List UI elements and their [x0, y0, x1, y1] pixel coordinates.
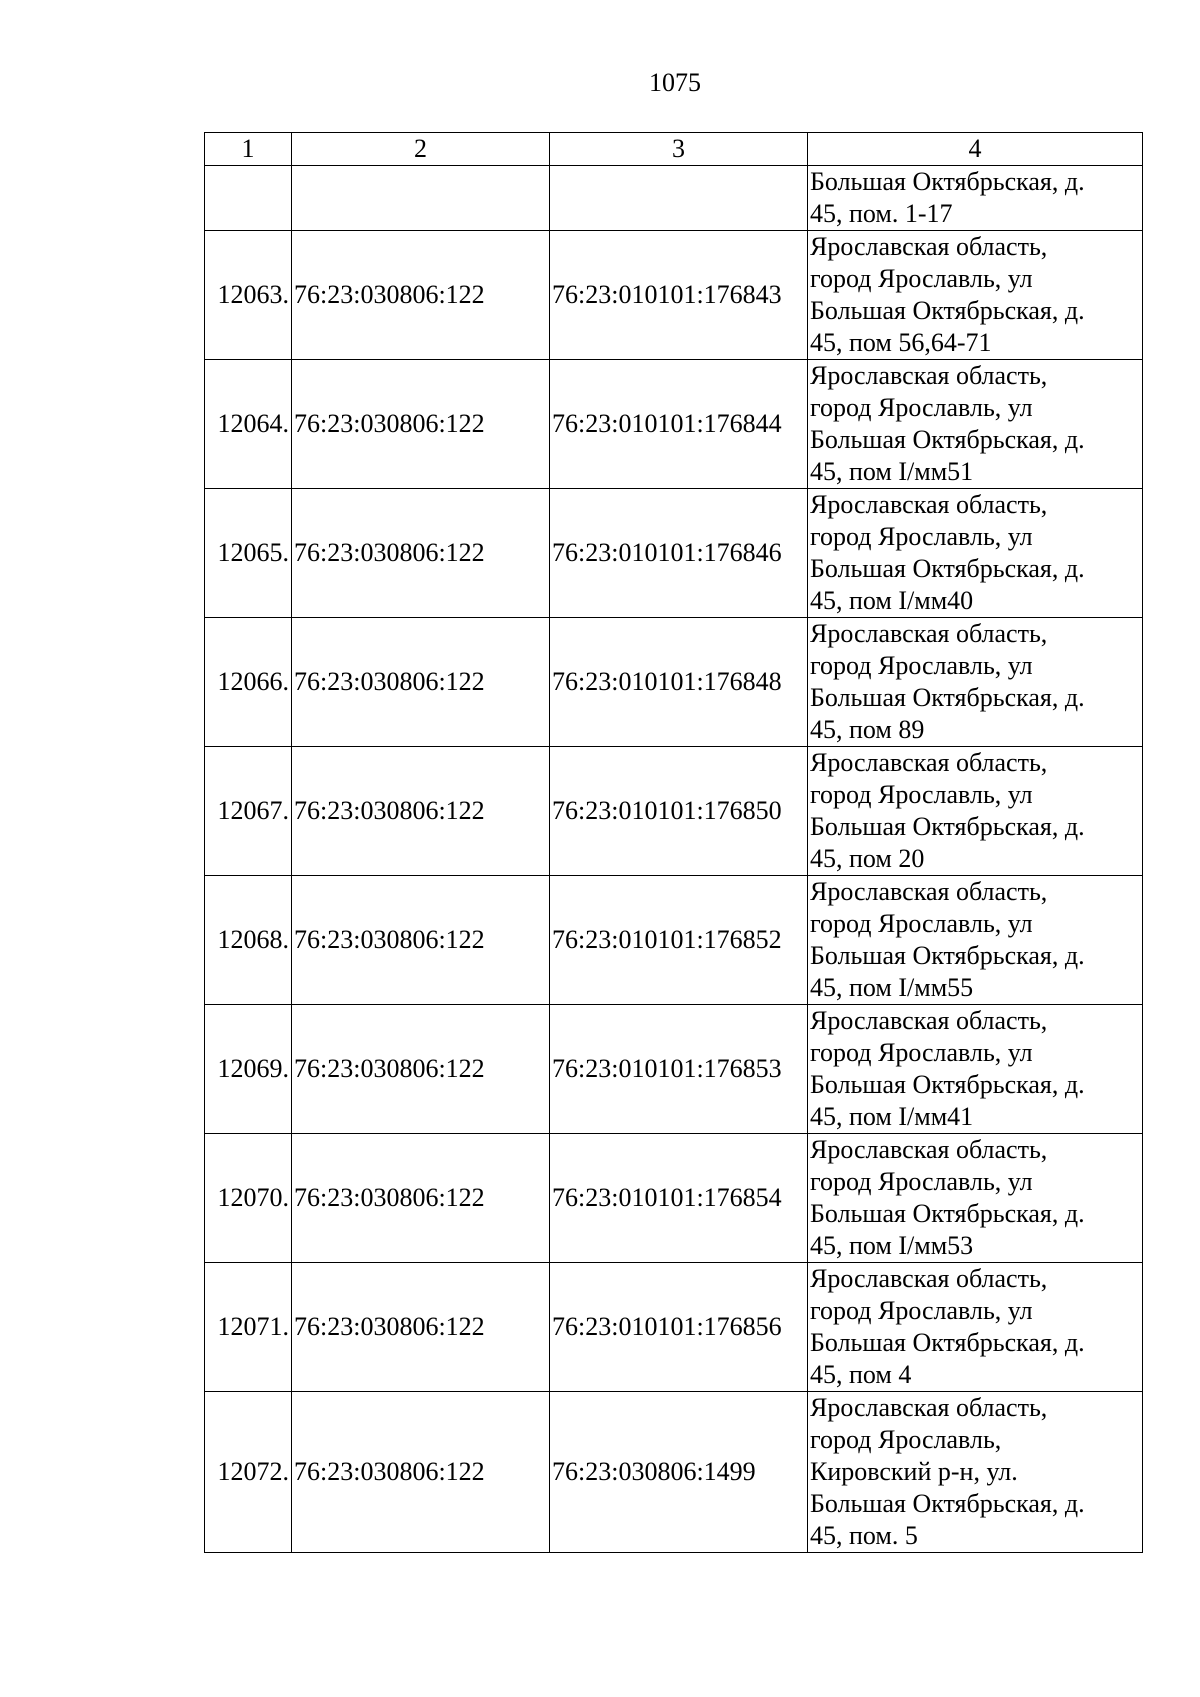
row-number-cell: 12064.	[205, 360, 292, 489]
cadastral-number-cell: 76:23:030806:122	[292, 876, 550, 1005]
address-line: Ярославская область,	[810, 1264, 1048, 1293]
row-number-cell	[205, 166, 292, 231]
address-line: Большая Октябрьская, д.	[810, 683, 1085, 712]
table-row	[205, 876, 1143, 1005]
address-line: город Ярославль, ул	[810, 780, 1033, 809]
object-cadastral-number-cell: 76:23:010101:176856	[550, 1263, 808, 1392]
table-row	[205, 1263, 1143, 1392]
header-cell-3: 3	[550, 133, 808, 166]
address-line: Кировский р-н, ул.	[810, 1457, 1018, 1486]
address-line: Ярославская область,	[810, 361, 1048, 390]
address-line: город Ярославль, ул	[810, 651, 1033, 680]
address-cell	[808, 166, 1143, 231]
address-line: 45, пом I/мм41	[810, 1102, 974, 1131]
object-cadastral-number-cell: 76:23:010101:176854	[550, 1134, 808, 1263]
address-line: Большая Октябрьская, д.	[810, 941, 1085, 970]
address-line: Большая Октябрьская, д.	[810, 1489, 1085, 1518]
object-cadastral-number-cell: 76:23:010101:176843	[550, 231, 808, 360]
cadastral-number-cell: 76:23:030806:122	[292, 747, 550, 876]
address-line: 45, пом 56,64-71	[810, 328, 992, 357]
address-line: город Ярославль, ул	[810, 1038, 1033, 1067]
address-cell	[808, 360, 1143, 489]
cadastral-number-cell: 76:23:030806:122	[292, 360, 550, 489]
row-number-cell: 12068.	[205, 876, 292, 1005]
row-number-cell: 12070.	[205, 1134, 292, 1263]
address-cell	[808, 747, 1143, 876]
address-cell	[808, 231, 1143, 360]
table-row	[205, 231, 1143, 360]
address-line: 45, пом 89	[810, 715, 925, 744]
address-line: город Ярославль, ул	[810, 522, 1033, 551]
address-line: Большая Октябрьская, д.	[810, 1328, 1085, 1357]
table-header-row	[205, 133, 1143, 166]
cadastral-number-cell: 76:23:030806:122	[292, 1005, 550, 1134]
address-cell	[808, 618, 1143, 747]
address-cell	[808, 1005, 1143, 1134]
address-line: 45, пом I/мм53	[810, 1231, 974, 1260]
object-cadastral-number-cell	[550, 166, 808, 231]
address-line: Большая Октябрьская, д.	[810, 167, 1085, 196]
row-number-cell: 12065.	[205, 489, 292, 618]
object-cadastral-number-cell: 76:23:010101:176844	[550, 360, 808, 489]
address-line: Большая Октябрьская, д.	[810, 296, 1085, 325]
address-line: 45, пом. 5	[810, 1521, 918, 1550]
cadastral-number-cell: 76:23:030806:122	[292, 1134, 550, 1263]
table-row	[205, 1134, 1143, 1263]
address-line: Ярославская область,	[810, 232, 1048, 261]
object-cadastral-number-cell: 76:23:010101:176848	[550, 618, 808, 747]
address-line: Ярославская область,	[810, 619, 1048, 648]
address-line: город Ярославль, ул	[810, 393, 1033, 422]
table-row	[205, 489, 1143, 618]
address-line: 45, пом. 1-17	[810, 199, 953, 228]
object-cadastral-number-cell: 76:23:010101:176852	[550, 876, 808, 1005]
address-line: Большая Октябрьская, д.	[810, 1070, 1085, 1099]
table-row	[205, 618, 1143, 747]
address-line: Ярославская область,	[810, 1393, 1048, 1422]
table-row	[205, 1392, 1143, 1553]
row-number-cell: 12063.	[205, 231, 292, 360]
row-number-cell: 12066.	[205, 618, 292, 747]
address-line: Большая Октябрьская, д.	[810, 554, 1085, 583]
row-number-cell: 12072.	[205, 1392, 292, 1553]
row-number-cell: 12069.	[205, 1005, 292, 1134]
header-cell-4: 4	[808, 133, 1143, 166]
address-line: город Ярославль, ул	[810, 1167, 1033, 1196]
address-line: город Ярославль,	[810, 1425, 1002, 1454]
header-cell-1: 1	[205, 133, 292, 166]
address-line: 45, пом I/мм40	[810, 586, 974, 615]
address-cell	[808, 489, 1143, 618]
address-line: Большая Октябрьская, д.	[810, 1199, 1085, 1228]
page-number: 1075	[649, 68, 701, 97]
object-cadastral-number-cell: 76:23:030806:1499	[550, 1392, 808, 1553]
table-body	[205, 133, 1143, 1553]
header-cell-2: 2	[292, 133, 550, 166]
cadastral-number-cell: 76:23:030806:122	[292, 1392, 550, 1553]
cadastral-number-cell: 76:23:030806:122	[292, 618, 550, 747]
cadastral-number-cell	[292, 166, 550, 231]
address-line: Ярославская область,	[810, 1006, 1048, 1035]
address-line: город Ярославль, ул	[810, 909, 1033, 938]
cadastral-number-cell: 76:23:030806:122	[292, 489, 550, 618]
address-line: Большая Октябрьская, д.	[810, 425, 1085, 454]
address-line: Ярославская область,	[810, 748, 1048, 777]
table-row	[205, 166, 1143, 231]
address-line: 45, пом 4	[810, 1360, 912, 1389]
address-line: Ярославская область,	[810, 490, 1048, 519]
row-number-cell: 12067.	[205, 747, 292, 876]
object-cadastral-number-cell: 76:23:010101:176846	[550, 489, 808, 618]
address-line: Ярославская область,	[810, 1135, 1048, 1164]
address-line: Ярославская область,	[810, 877, 1048, 906]
registry-table	[204, 132, 1143, 1553]
object-cadastral-number-cell: 76:23:010101:176853	[550, 1005, 808, 1134]
address-line: город Ярославль, ул	[810, 264, 1033, 293]
address-line: Большая Октябрьская, д.	[810, 812, 1085, 841]
address-cell	[808, 1263, 1143, 1392]
table-row	[205, 1005, 1143, 1134]
address-cell	[808, 1134, 1143, 1263]
address-cell	[808, 1392, 1143, 1553]
address-line: 45, пом I/мм55	[810, 973, 974, 1002]
cadastral-number-cell: 76:23:030806:122	[292, 231, 550, 360]
table-row	[205, 360, 1143, 489]
row-number-cell: 12071.	[205, 1263, 292, 1392]
address-line: город Ярославль, ул	[810, 1296, 1033, 1325]
address-line: 45, пом 20	[810, 844, 925, 873]
table-row	[205, 747, 1143, 876]
object-cadastral-number-cell: 76:23:010101:176850	[550, 747, 808, 876]
cadastral-number-cell: 76:23:030806:122	[292, 1263, 550, 1392]
address-line: 45, пом I/мм51	[810, 457, 974, 486]
address-cell	[808, 876, 1143, 1005]
